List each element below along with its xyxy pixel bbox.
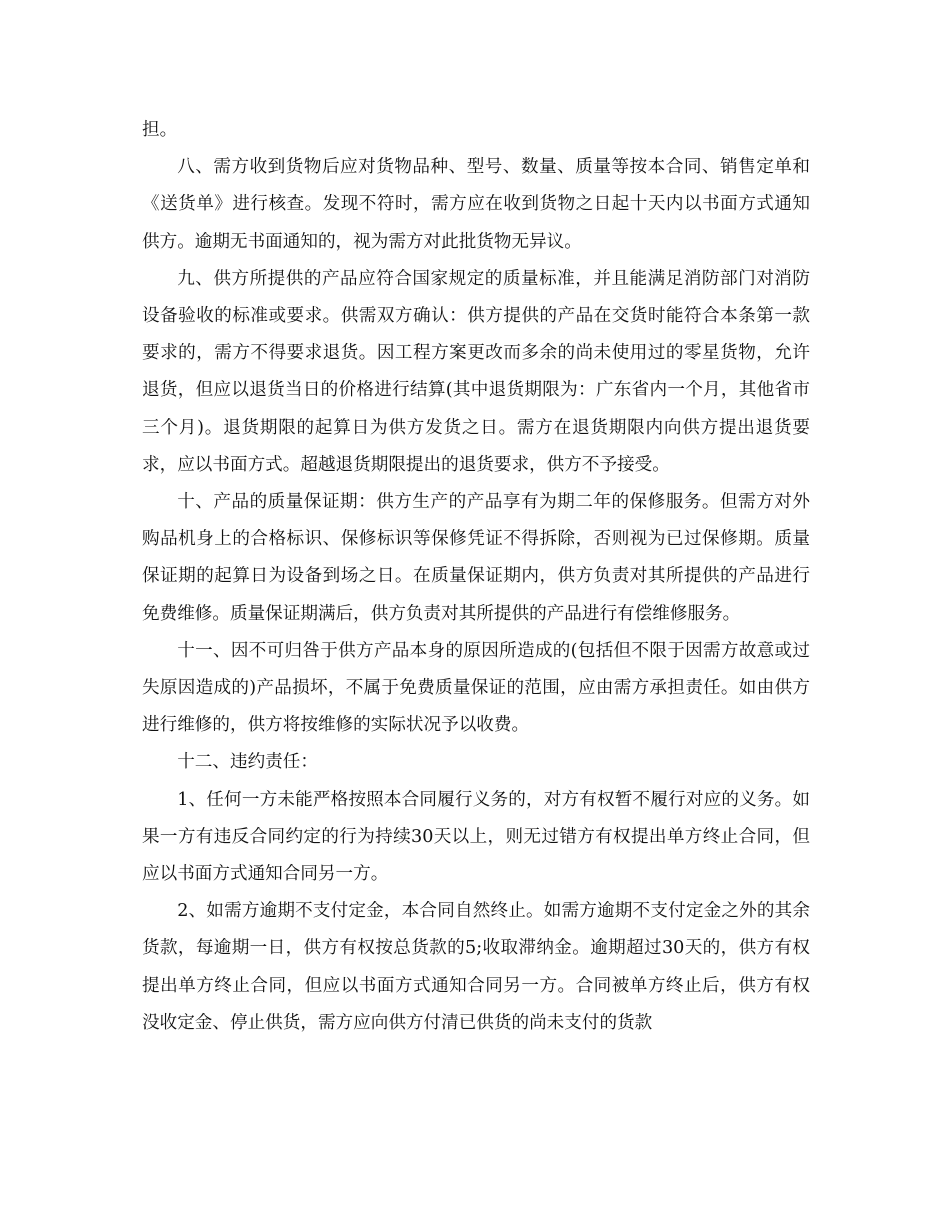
document-body	[142, 112, 810, 1042]
clause-12-item-2: 2、如需方逾期不支付定金，本合同自然终止。如需方逾期不支付定金之外的其余货款，每逾期一日，供方有权按总货款的5;收取滞纳金。逾期超过30天的，供方有权提出单方终止合同，但应以书面方式通知合同另一方。合同被单方终止后，供方有权没收定金、停止供货，需方应向供方付清已供货的尚未支付的货款	[142, 901, 810, 1033]
clause-10-paragraph: 十、产品的质量保证期：供方生产的产品享有为期二年的保修服务。但需方对外购品机身上的合格标识、保修标识等保修凭证不得拆除，否则视为已过保修期。质量保证期的起算日为设备到场之日。在质量保证期内，供方负责对其所提供的产品进行免费维修。质量保证期满后，供方负责对其所提供的产品进行有偿维修服务。	[142, 492, 810, 624]
paragraph-continuation: 担。	[142, 120, 178, 140]
clause-8-paragraph: 八、需方收到货物后应对货物品种、型号、数量、质量等按本合同、销售定单和《送货单》进行核查。发现不符时，需方应在收到货物之日起十天内以书面方式通知供方。逾期无书面通知的，视为需方对此批货物无异议。	[142, 157, 810, 252]
clause-12-item-1: 1、任何一方未能严格按照本合同履行义务的，对方有权暂不履行对应的义务。如果一方有违反合同约定的行为持续30天以上，则无过错方有权提出单方终止合同，但应以书面方式通知合同另一方。	[142, 789, 810, 885]
clause-12-heading: 十二、违约责任：	[177, 752, 318, 773]
clause-11-paragraph: 十一、因不可归咎于供方产品本身的原因所造成的(包括但不限于因需方故意或过失原因造成的)产品损坏，不属于免费质量保证的范围，应由需方承担责任。如由供方进行维修的，供方将按维修的实际状况予以收费。	[142, 640, 810, 736]
clause-9-paragraph: 九、供方所提供的产品应符合国家规定的质量标准，并且能满足消防部门对消防设备验收的标准或要求。供需双方确认：供方提供的产品在交货时能符合本条第一款要求的，需方不得要求退货。因工程方案更改而多余的尚未使用过的零星货物，允许退货，但应以退货当日的价格进行结算(其中退货期限为：广东省内一个月，其他省市三个月)。退货期限的起算日为供方发货之日。需方在退货期限内向供方提出退货要求，应以书面方式。超越退货期限提出的退货要求，供方不予接受。	[142, 268, 810, 475]
